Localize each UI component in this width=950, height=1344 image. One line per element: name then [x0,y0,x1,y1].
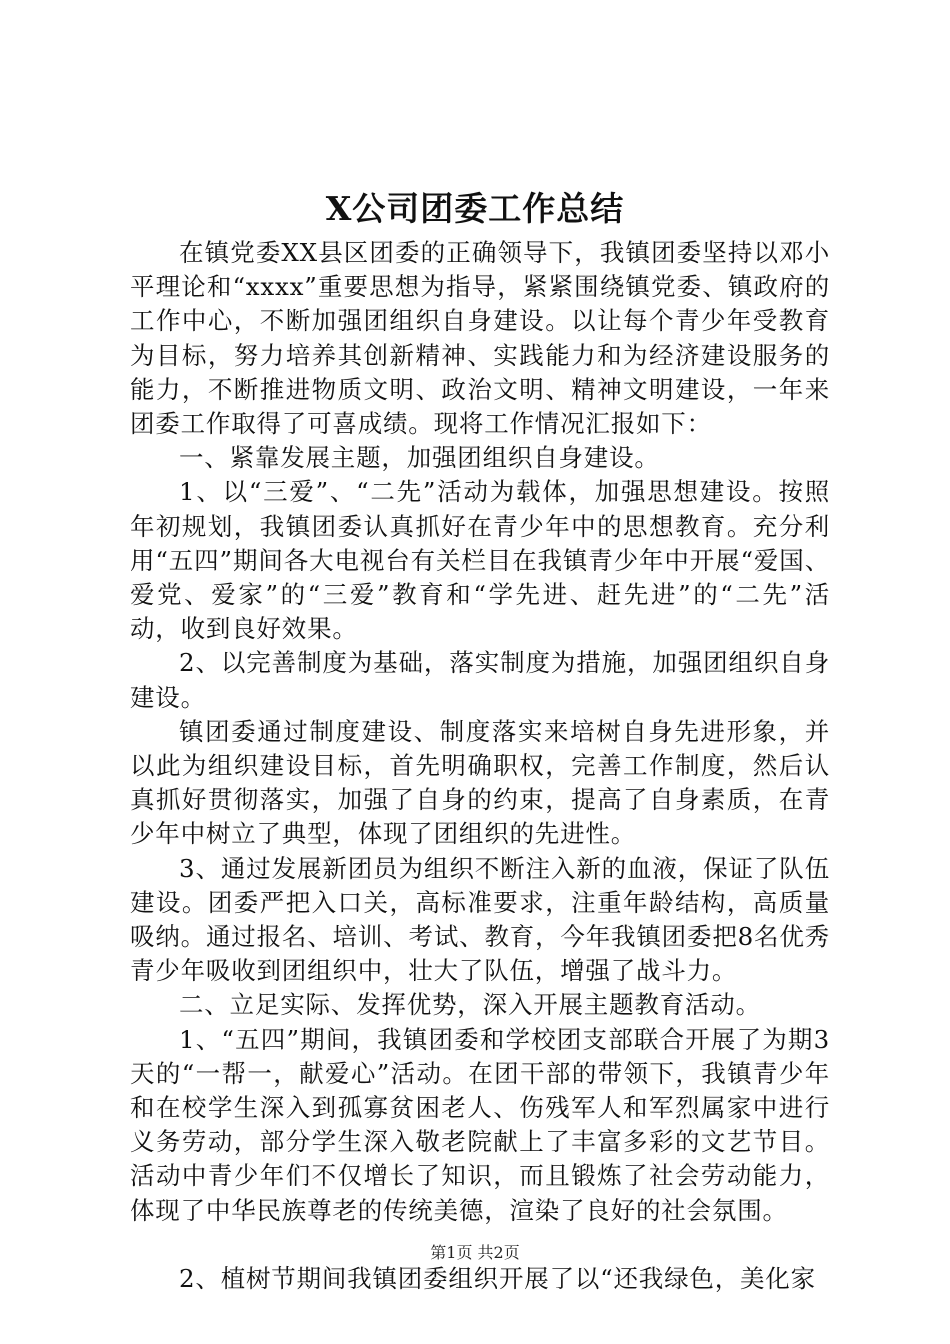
paragraph-1-2-detail: 镇团委通过制度建设、制度落实来培树自身先进形象，并以此为组织建设目标，首先明确职权，完善工作制度，然后认真抓好贯彻落实，加强了自身的约束，提高了自身素质，在青少年中树立了典型，体现了团组织的先进性。 [130,716,830,849]
document-body [130,236,830,1296]
paragraph-1-2: 2、以完善制度为基础，落实制度为措施，加强团组织自身建设。 [130,648,830,712]
paragraph-2-1: 1、“五四”期间，我镇团委和学校团支部联合开展了为期3天的“一帮一，献爱心”活动。在团干部的带领下，我镇青少年和在校学生深入到孤寡贫困老人、伤残军人和军烈属家中进行义务劳动，部分学生深入敬老院献上了丰富多彩的文艺节目。活动中青少年们不仅增长了知识，而且锻炼了社会劳动能力，体现了中华民族尊老的传统美德，渲染了良好的社会氛围。 [130,1024,830,1225]
paragraph-1-3: 3、通过发展新团员为组织不断注入新的血液，保证了队伍建设。团委严把入口关，高标准要求，注重年龄结构，高质量吸纳。通过报名、培训、考试、教育，今年我镇团委把8名优秀青少年吸收到团组织中，壮大了队伍，增强了战斗力。 [130,853,830,986]
paragraph-2-2: 2、植树节期间我镇团委组织开展了以“还我绿色，美化家 [179,1263,816,1293]
paragraph-1-1: 1、以“三爱”、“二先”活动为载体，加强思想建设。按照年初规划，我镇团委认真抓好在青少年中的思想教育。充分利用“五四”期间各大电视台有关栏目在我镇青少年中开展“爱国、爱党、爱家”的“三爱”教育和“学先进、赶先进”的“二先”活动，收到良好效果。 [130,477,830,644]
section-heading-1: 一、紧靠发展主题，加强团组织自身建设。 [179,443,660,473]
paragraph-intro: 在镇党委XX县区团委的正确领导下，我镇团委坚持以邓小平理论和“xxxx”重要思想为指导，紧紧围绕镇党委、镇政府的工作中心，不断加强团组织自身建设。以让每个青少年受教育为目标，努力培养其创新精神、实践能力和为经济建设服务的能力，不断推进物质文明、政治文明、精神文明建设，一年来团委工作取得了可喜成绩。现将工作情况汇报如下： [130,238,830,439]
section-heading-2: 二、立足实际、发挥优势，深入开展主题教育活动。 [179,990,761,1020]
page-footer: 第1页 共2页 [430,1243,520,1262]
document-title: X公司团委工作总结 [325,189,625,228]
